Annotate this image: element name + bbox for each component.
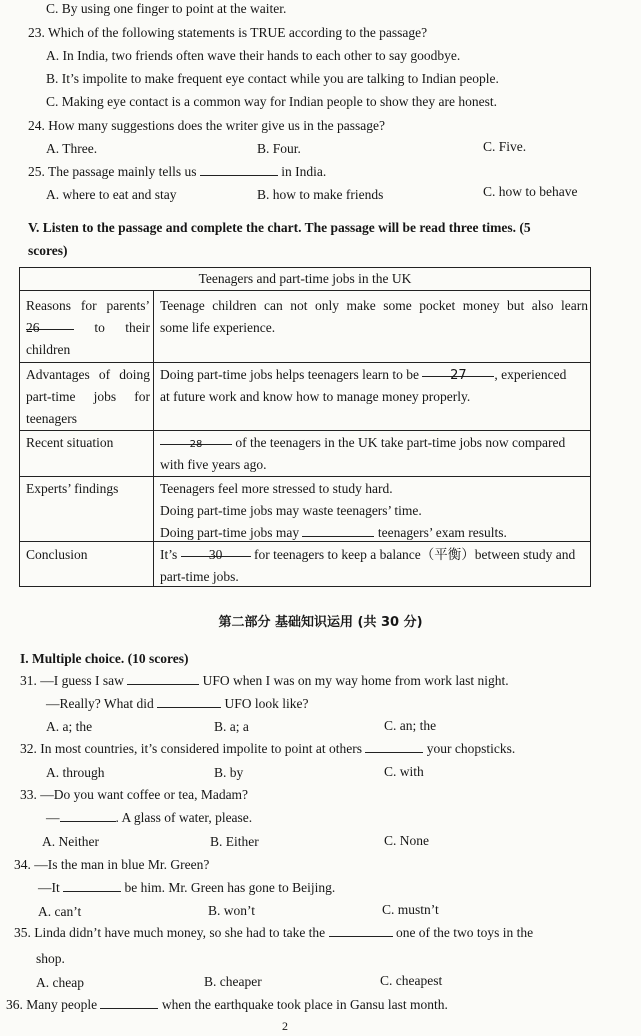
chart-title: Teenagers and part-time jobs in the UK [198, 271, 412, 286]
q35-option-c: C. cheapest [380, 973, 443, 988]
section5-instruction-l2: scores) [28, 243, 68, 258]
q25-stem [28, 163, 326, 180]
q35-line1 [14, 924, 533, 941]
row-advantages-content-pre: Doing part-time jobs helps teenagers learn to be [160, 367, 420, 382]
q34-line1: 34. —Is the man in blue Mr. Green? [14, 857, 210, 872]
row-conclusion-content [160, 544, 588, 588]
row-reasons-label-l2-post: to their [94, 320, 150, 335]
q25-blank [200, 163, 278, 176]
row-recent-content-post: of the teenagers in the UK take part-time jobs now compared [235, 435, 566, 450]
row-conclusion-content-pre: It’s [160, 547, 178, 562]
q34-blank [63, 879, 121, 892]
row-reasons-content-l1: Teenage children can not only make some pocket money but also learn [160, 298, 588, 313]
row-conclusion-content-l1 [160, 544, 588, 566]
section5-instruction-l1: V. Listen to the passage and complete the chart. The passage will be read three times. (5 [28, 220, 531, 235]
q24-option-b: B. Four. [257, 141, 301, 156]
q32-blank [365, 740, 423, 753]
q31-line2 [46, 695, 308, 712]
part2-title: 第二部分 基础知识运用 (共 30 分) [218, 615, 423, 630]
q31-option-a: A. a; the [46, 719, 93, 734]
handwritten-answer-30: 30 [208, 547, 223, 562]
q35-line1-pre: 35. Linda didn’t have much money, so she had to take the [14, 925, 326, 940]
row-advantages-content-l2: at future work and know how to manage money properly. [160, 389, 471, 404]
q23-option-b: B. It’s impolite to make frequent eye contact while you are talking to Indian people. [46, 71, 499, 86]
q31-line1-post: UFO when I was on my way home from work last night. [202, 673, 509, 688]
q25-stem-pre: 25. The passage mainly tells us [28, 164, 197, 179]
q25-option-a: A. where to eat and stay [46, 187, 177, 202]
q35-option-b: B. cheaper [204, 974, 262, 989]
row-recent-content-l1 [160, 432, 588, 454]
chart-divider [20, 290, 590, 291]
row-advantages-label-l3: teenagers [26, 411, 77, 426]
q36-stem [6, 996, 448, 1013]
q32-stem-pre: 32. In most countries, it’s considered impolite to point at others [20, 741, 362, 756]
q35-option-a: A. cheap [36, 975, 84, 990]
row-experts-content-l3-pre: Doing part-time jobs may [160, 525, 300, 540]
q31-option-b: B. a; a [214, 719, 249, 734]
q24-option-a: A. Three. [46, 141, 98, 156]
answer-blank-27 [422, 364, 494, 383]
q31-blank1 [127, 672, 199, 685]
row-advantages-content [160, 364, 588, 408]
q25-stem-post: in India. [281, 164, 327, 179]
handwritten-answer-28: 28 [189, 439, 203, 450]
row-advantages-content-post: , experienced [494, 367, 567, 382]
q23-stem: 23. Which of the following statements is TRUE according to the passage? [28, 25, 428, 40]
q31-option-c: C. an; the [384, 718, 437, 733]
row-conclusion-content-l2: part-time jobs. [160, 569, 239, 584]
q24-option-c: C. Five. [483, 139, 527, 154]
chart-divider [20, 362, 590, 363]
row-advantages-label-l1: Advantages of doing [26, 367, 150, 382]
q33-line2-pre: — [46, 810, 60, 825]
q25-option-c: C. how to behave [483, 184, 578, 199]
row-reasons-content [160, 295, 588, 339]
page-number: 2 [282, 1019, 288, 1033]
chart-divider [20, 476, 590, 477]
row-advantages-content-l1 [160, 364, 588, 386]
row-reasons-label [26, 295, 150, 361]
q36-blank [100, 996, 158, 1009]
q34-option-b: B. won’t [208, 903, 256, 918]
row-reasons-label-l3: children [26, 342, 71, 357]
q34-line2 [38, 879, 335, 896]
q34-line2-post: be him. Mr. Green has gone to Beijing. [124, 880, 336, 895]
answer-blank-29 [302, 524, 374, 537]
q31-line1 [20, 672, 509, 689]
q22-option-c: C. By using one finger to point at the waiter. [46, 1, 287, 16]
q35-line1-post: one of the two toys in the [395, 925, 534, 940]
row-experts-content-l2: Doing part-time jobs may waste teenagers’ time. [160, 503, 422, 518]
q35-line2: shop. [36, 951, 65, 966]
q24-stem: 24. How many suggestions does the writer give us in the passage? [28, 118, 385, 133]
row-recent-content [160, 432, 588, 476]
q25-option-b: B. how to make friends [257, 187, 384, 202]
q32-option-c: C. with [384, 764, 424, 779]
q34-line2-pre: —It [38, 880, 60, 895]
row-reasons-label-l1: Reasons for parents’ [26, 298, 150, 313]
q33-line2 [46, 809, 252, 826]
q34-option-c: C. mustn’t [382, 902, 439, 917]
row-conclusion-content-post: for teenagers to keep a balance（平衡）between study and [254, 547, 576, 562]
q36-stem-post: when the earthquake took place in Gansu last month. [161, 997, 448, 1012]
row-experts-content [160, 478, 588, 544]
chart-column-divider [153, 290, 154, 586]
q32-stem-post: your chopsticks. [426, 741, 516, 756]
q23-option-c: C. Making eye contact is a common way for Indian people to show they are honest. [46, 94, 498, 109]
row-advantages-label [26, 364, 150, 430]
q31-line2-pre: —Really? What did [46, 696, 154, 711]
q33-option-c: C. None [384, 833, 429, 848]
q33-line2-post: . A glass of water, please. [115, 810, 253, 825]
row-experts-content-l3 [160, 522, 588, 544]
q33-option-a: A. Neither [42, 834, 99, 849]
q33-option-b: B. Either [210, 834, 259, 849]
chart-divider [20, 430, 590, 431]
row-experts-label: Experts’ findings [26, 481, 119, 496]
row-experts-content-l3-post: teenagers’ exam results. [377, 525, 507, 540]
q32-stem [20, 740, 515, 757]
answer-blank-30 [181, 544, 251, 562]
q33-line1: 33. —Do you want coffee or tea, Madam? [20, 787, 249, 802]
row-conclusion-label: Conclusion [26, 547, 88, 562]
q32-option-a: A. through [46, 765, 105, 780]
q31-line1-pre: 31. —I guess I saw [20, 673, 124, 688]
row-recent-label: Recent situation [26, 435, 114, 450]
answer-blank-28 [160, 432, 232, 450]
mc-heading: I. Multiple choice. (10 scores) [20, 651, 189, 666]
q23-option-a: A. In India, two friends often wave their hands to each other to say goodbye. [46, 48, 461, 63]
handwritten-answer-27: 27 [450, 368, 467, 383]
row-reasons-label-l2 [26, 317, 150, 339]
handwritten-answer-26: 26 [26, 320, 40, 335]
q31-blank2 [157, 695, 221, 708]
q33-blank [60, 809, 116, 822]
part-time-jobs-chart [19, 267, 591, 587]
row-recent-content-l2: with five years ago. [160, 457, 267, 472]
q31-line2-post: UFO look like? [224, 696, 309, 711]
row-advantages-label-l2: part-time jobs for [26, 389, 150, 404]
q35-blank [329, 924, 393, 937]
answer-blank-26 [26, 317, 74, 335]
q34-option-a: A. can’t [38, 904, 82, 919]
q32-option-b: B. by [214, 765, 244, 780]
q36-stem-pre: 36. Many people [6, 997, 98, 1012]
row-reasons-content-l2: some life experience. [160, 320, 276, 335]
row-experts-content-l1: Teenagers feel more stressed to study hard. [160, 481, 393, 496]
